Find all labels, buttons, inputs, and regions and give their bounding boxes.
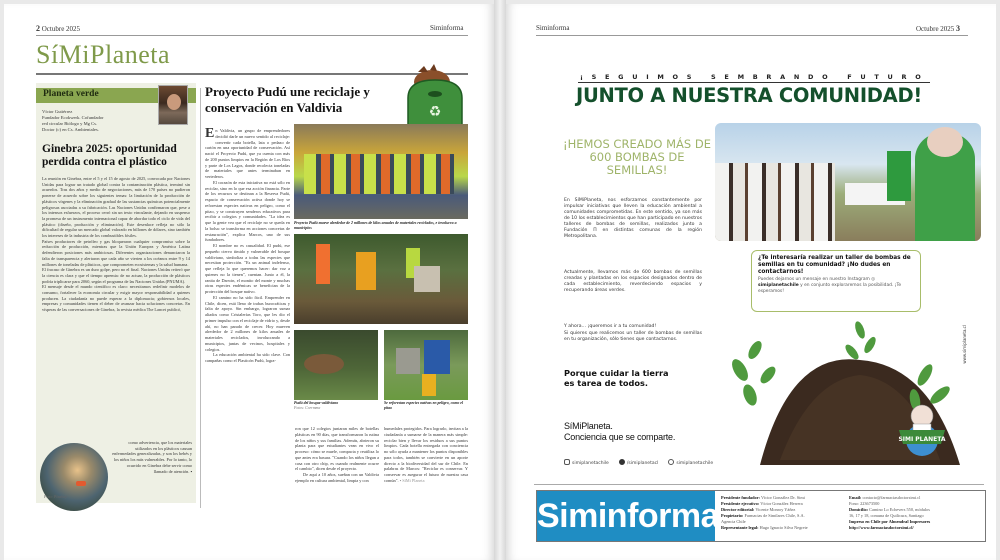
website-vertical: www.simiplaneta.cl [962, 325, 967, 364]
signoff-tagline: Conciencia que se comparte. [564, 432, 676, 442]
issue-date: Octubre 2025 [916, 25, 955, 33]
recycling-team-photo [294, 124, 468, 219]
author-role: Fundador Ecokwerk. Cofundador [42, 115, 104, 120]
seed-bombs-headline: ¡HEMOS CREADO MÁS DE 600 BOMBAS DE SEMILLAS! [562, 137, 712, 177]
instagram-icon [564, 459, 570, 465]
credit-line: Director editorial: Vicente Monroy Yáñez [721, 507, 796, 512]
page-number: 2 [36, 24, 40, 33]
paragraph: De aquí a 10 años, sueñan con un Valdivia ejemplo en cultura ambiental, limpia y con [295, 472, 379, 483]
article-column-2 [295, 426, 379, 484]
recycle-icon: ♻ [428, 104, 442, 120]
contact-address: Domicilio: Camino Lo Echevers 550, módulos [849, 507, 930, 512]
body-paragraph: Actualmente, llevamos más de 600 bombas de semillas creadas y plantadas en los espacios designados dentro de cada establecimiento, reverdeciendo espacios y recuperando áreas verdes. [564, 270, 702, 293]
photo-caption: Proyecto Pudú mueve alrededor de 2 millones de kilos anuales de materiales reciclados, e involucra a municipios [294, 221, 457, 230]
photo-caption [294, 401, 378, 410]
left-running-head [36, 24, 80, 33]
article-column-3 [384, 426, 468, 484]
paragraph: El fracaso de Ginebra es un duro golpe, pero no el final. Naciones Unidas reiteró que la ciencia es clara y que el tiempo apremia: de no actuar, la producción de plásticos podría triplicarse para 2060, según el programa de las Naciones Unidas (PNUMA). [42, 267, 190, 284]
author-bio [42, 109, 152, 133]
siminforma-logo: Siminforma [537, 491, 715, 541]
signoff [564, 421, 675, 443]
page-number: 3 [956, 24, 961, 33]
kicker-rule [578, 82, 930, 83]
contact-phone: Fono: 223673500 [849, 501, 880, 506]
social-links [564, 459, 713, 466]
simi-planeta-badge-logo [893, 400, 951, 458]
header-rule [36, 35, 468, 36]
instagram-handle[interactable]: simiplanetachile [758, 282, 799, 288]
social-link-facebook[interactable]: /simiplanetacl [619, 459, 658, 466]
slogan [564, 368, 714, 388]
column-name: Planeta verde [43, 89, 99, 99]
author-photo [158, 85, 188, 125]
paragraph: La reunión en Ginebra, entre el 5 y el 15 de agosto de 2025, convocada por Naciones Unidas para lograr un tratado global contra la contaminación plástica, terminó sin acuerdos. Tras dos años y medio de negociaciones, más de 170 países no pudieron ponerse de acuerdo sobre los siguientes temas: la limitación de la producción de plásticos vírgenes y la eliminación gradual de las sustancias químicas potencialmente peligrosas asociadas a su fabricación. Las Naciones Unidas confirmaron que, pese a los intensos esfuerzos, el proceso cerró sin un texto vinculante, dejando en suspenso la promesa de un instrumento internacional capaz de abordar todo el ciclo de vida del plástico (diseño, producción y eliminación). Este desenlace refleja no sólo la dificultad de regular un mercado global valorado en billones de dólares, sino también los intereses de la industria de los combustibles fósiles. [42, 176, 190, 239]
paragraph: ron que 12 colegios juntaran miles de botellas plásticas en 90 días, que transformaron la rutina de los niños y sus familias. Además, abrieron su planta para que estudiantes vean en vivo el proceso: cómo se muele, compacta y reutiliza lo que antes era basura. "Cuando los niños llegan a casa con otro chip, es cuando realmente ocurre el cambio", dicen desde el proyecto. [295, 426, 379, 472]
signoff-brand: SíMiPlaneta. [564, 421, 613, 431]
author-name: Víctor Gutiérrez [42, 109, 73, 114]
credit-line: Agencia Chile [721, 519, 746, 524]
website-link[interactable]: http://www.farmaciasdoctorsimi.cl/ [849, 525, 914, 530]
body-paragraph: En SíMiPlaneta, nos esforzamos constantemente por impulsar iniciativas que lleven la educación ambiental a comunidades comprometidas. En este sentido, ya son más de 10 los establecimientos que han participado en nuestros talleres de bombas de semillas, realizados junto a Fundación Π en distintas comunas de la región Metropolitana. [564, 198, 702, 239]
article-end-mark: ▪ SíMi Planeta [399, 477, 425, 483]
photo-credit: Fotos: Corrmma [294, 405, 321, 410]
body-paragraph: Si quieres que realicemos un taller de bombas de semillas en tu organización, sólo tienes que contactarnos. [564, 331, 702, 342]
masthead-credits [721, 495, 808, 531]
paragraph: Países productores de petróleo y gas bloquearon cualquier compromiso sobre la reducción de producción, mientras que la Unión Europea y América Latina defendieron posiciones más ambiciosas. Diferentes organizaciones denunciaron la falta de transparencia y alertaron que cada año se vierten a los océanos entre 9 y 14 millones de toneladas de plásticos, que comprometen ecosistemas y la salud humana. [42, 238, 190, 267]
pudu-deer-photo [294, 330, 378, 400]
credit-line: Propietario: Farmacias de Similares Chile, S.A. [721, 513, 805, 518]
masthead-box [536, 490, 986, 542]
page-headline: JUNTO A NUESTRA COMUNIDAD! [576, 84, 922, 107]
paragraph: La educación ambiental ha sido clave. Con campañas como el Plasticón Pudú, logra- [205, 352, 290, 363]
native-species-planting-photo [384, 330, 468, 400]
instagram-icon: ◎ [871, 276, 876, 282]
social-link-threads[interactable]: simiplanetachile [668, 459, 713, 466]
section-title: SíMiPlaneta [36, 40, 171, 69]
reforestation-volunteers-photo [294, 234, 468, 324]
right-running-head [916, 24, 960, 33]
drop-cap: E [205, 126, 215, 141]
contact-email[interactable]: Email: contacto@farmaciasdoctorsimi.cl [849, 495, 921, 500]
body-paragraph: Y ahora… ¡queremos ir a tu comunidad! [564, 324, 657, 329]
photo-caption: Se reforestan especies nativas en peligro, como el pitao [384, 401, 464, 410]
callout-text: Puedes dejarnos un mensaje en nuestro Instagram ◎ simiplanetachile y en conjunto exploraremos la posibilidad. ¡Te esperamos! [758, 276, 902, 294]
paragraph: El nombre no es casualidad. El pudú, ese pequeño ciervo tímido y vulnerable del bosque valdiviano, simboliza a todas las especies que necesitan protección. "Es un animal indefenso, que refleja lo que queremos hacer: dar voz a quienes no la tienen", cuentan. Junto a él, la ranita de Darwin, el monito del monte y muchas otras especies endémicas se benefician de la protección del bosque nativo. [205, 243, 290, 294]
threads-icon [668, 459, 674, 465]
masthead-contact [849, 495, 930, 531]
paragraph: El corazón de esta iniciativa no está sólo en reciclar, sino en lo que esa acción financia. Parte de los recursos se destinan a la Reserva Pudú, espacio de conservación activa donde hoy se reforestan especies nativas en peligro, como el pitao, y se construyen senderos educativos para recibir a colegios y comunidades. "La idea es que la gente vea que el reciclaje no se queda en la bolsa: se transforma en acciones concretas de restauración", explica Marcos, uno de sus fundadores. [205, 179, 290, 243]
callout-question: ¿Te interesaría realizar un taller de bombas de semillas en tu comunidad? ¡No dudes en contactarnos! [758, 255, 911, 276]
sidebar-headline: Ginebra 2025: oportunidad perdida contra el plástico [42, 143, 177, 168]
social-link-instagram[interactable]: simiplanetachile [564, 459, 609, 466]
paragraph: El camino no ha sido fácil. Emprender en Chile, dicen, está lleno de trabas burocráticas y falta de apoyo. Sin embargo, lograron sumar aliados como Cristalerías Toro, que les dio el primer impulso con el reciclaje de vidrio y, desde ahí, no han parado de crecer. Hoy mueven alrededor de 2 millones de kilos anuales de materiales reciclados, involucrando a municipios, juntas de vecinos, hospitales y colegios. [205, 294, 290, 352]
badge-text: SIMI PLANETA [898, 436, 946, 443]
sidebar-body [42, 176, 190, 313]
footer-rule [534, 484, 984, 485]
article-headline: Proyecto Pudú une reciclaje y conservación en Valdivia [205, 84, 370, 115]
right-publication-name: Siminforma [536, 24, 570, 32]
issue-date: Octubre 2025 [41, 25, 81, 33]
paragraph: El mensaje desde el mundo científico es claro: necesitamos redefinir modelos de consumo, fortalecer la economía circular y exigir mayor responsabilidad a quienes producen. La ciudadanía no puede esperar a la diplomacia; gobiernos locales, empresas y comunidades tienen el deber de avanzar hacia soluciones concretas. En vísperas de las conversaciones de Ginebra, la revista médica The Lancet publicó, [42, 284, 190, 313]
printer-line: Impreso en Chile por Almendral Impresores [849, 519, 931, 524]
paragraph: n Valdivia, un grupo de emprendedores decidió darle un nuevo sentido al reciclaje: convertir cada botella, lata o pedazo de cartón en una oportunidad de conservación. Así nació el Proyecto Pudú, que ya cuenta con más de 200 puntos limpios en la Región de Los Ríos y parte de Los Lagos, donde recolecta toneladas de materiales que antes terminaban en vertederos. [205, 128, 290, 179]
plastic-beach-photo [40, 443, 108, 511]
photo-credit: Foto: Pixabay [44, 494, 67, 499]
article-column-1 [205, 128, 290, 364]
kicker-text: ¡SEGUIMOS SEMBRANDO FUTURO [580, 73, 930, 81]
left-publication-name: Siminforma [430, 24, 464, 32]
column-divider [200, 88, 201, 508]
contact-address: 16, 17 y 18, comuna de Quilicura, Santiago [849, 513, 924, 518]
credit-line: Representante legal: Hugo Ignacio Silva Negrete [721, 525, 808, 530]
author-role: Doctor (c) en Cs. Ambientales. [42, 127, 99, 132]
sidebar-wrap-text: como advertencia, que los materiales utilizados en los plásticos causan enfermedades generalizadas, y son los bebés y los niños los más vulnerables. Por lo tanto, lo ocurrido en Ginebra debe servir como llamado de atención. ▪ [112, 440, 192, 474]
page-gutter [494, 0, 506, 560]
facebook-icon [619, 459, 625, 465]
header-rule [536, 35, 968, 36]
caption-text: Pudú del bosque valdiviano [294, 401, 339, 405]
slogan-line: Porque cuidar la tierra [564, 368, 669, 378]
credit-line: Presidente ejecutivo: Víctor González Herrera [721, 501, 803, 506]
paragraph: humedales protegidos. Para lograrlo, invitan a la ciudadanía a sumarse de la manera más simple: reciclar bien y llevar los residuos a sus puntos limpios. Cada botella entregada con conciencia no sólo ayuda a mantener los puntos disponibles para todos, también se convierte en un aporte directo a la biodiversidad del sur de Chile. En palabras de Marcos: "Reciclar es conservar. Y conservar es asegurar el futuro de nuestra casa común". [384, 426, 468, 483]
contact-callout [751, 250, 921, 312]
opinion-sidebar [36, 83, 196, 503]
slogan-line: es tarea de todos. [564, 378, 648, 388]
seed-bomb-workshop-photo [715, 123, 981, 241]
credit-line: Presidente fundador: Víctor González Dr. Simi [721, 495, 805, 500]
author-role: red circular Biólogo y Mg Cs. [42, 121, 98, 126]
